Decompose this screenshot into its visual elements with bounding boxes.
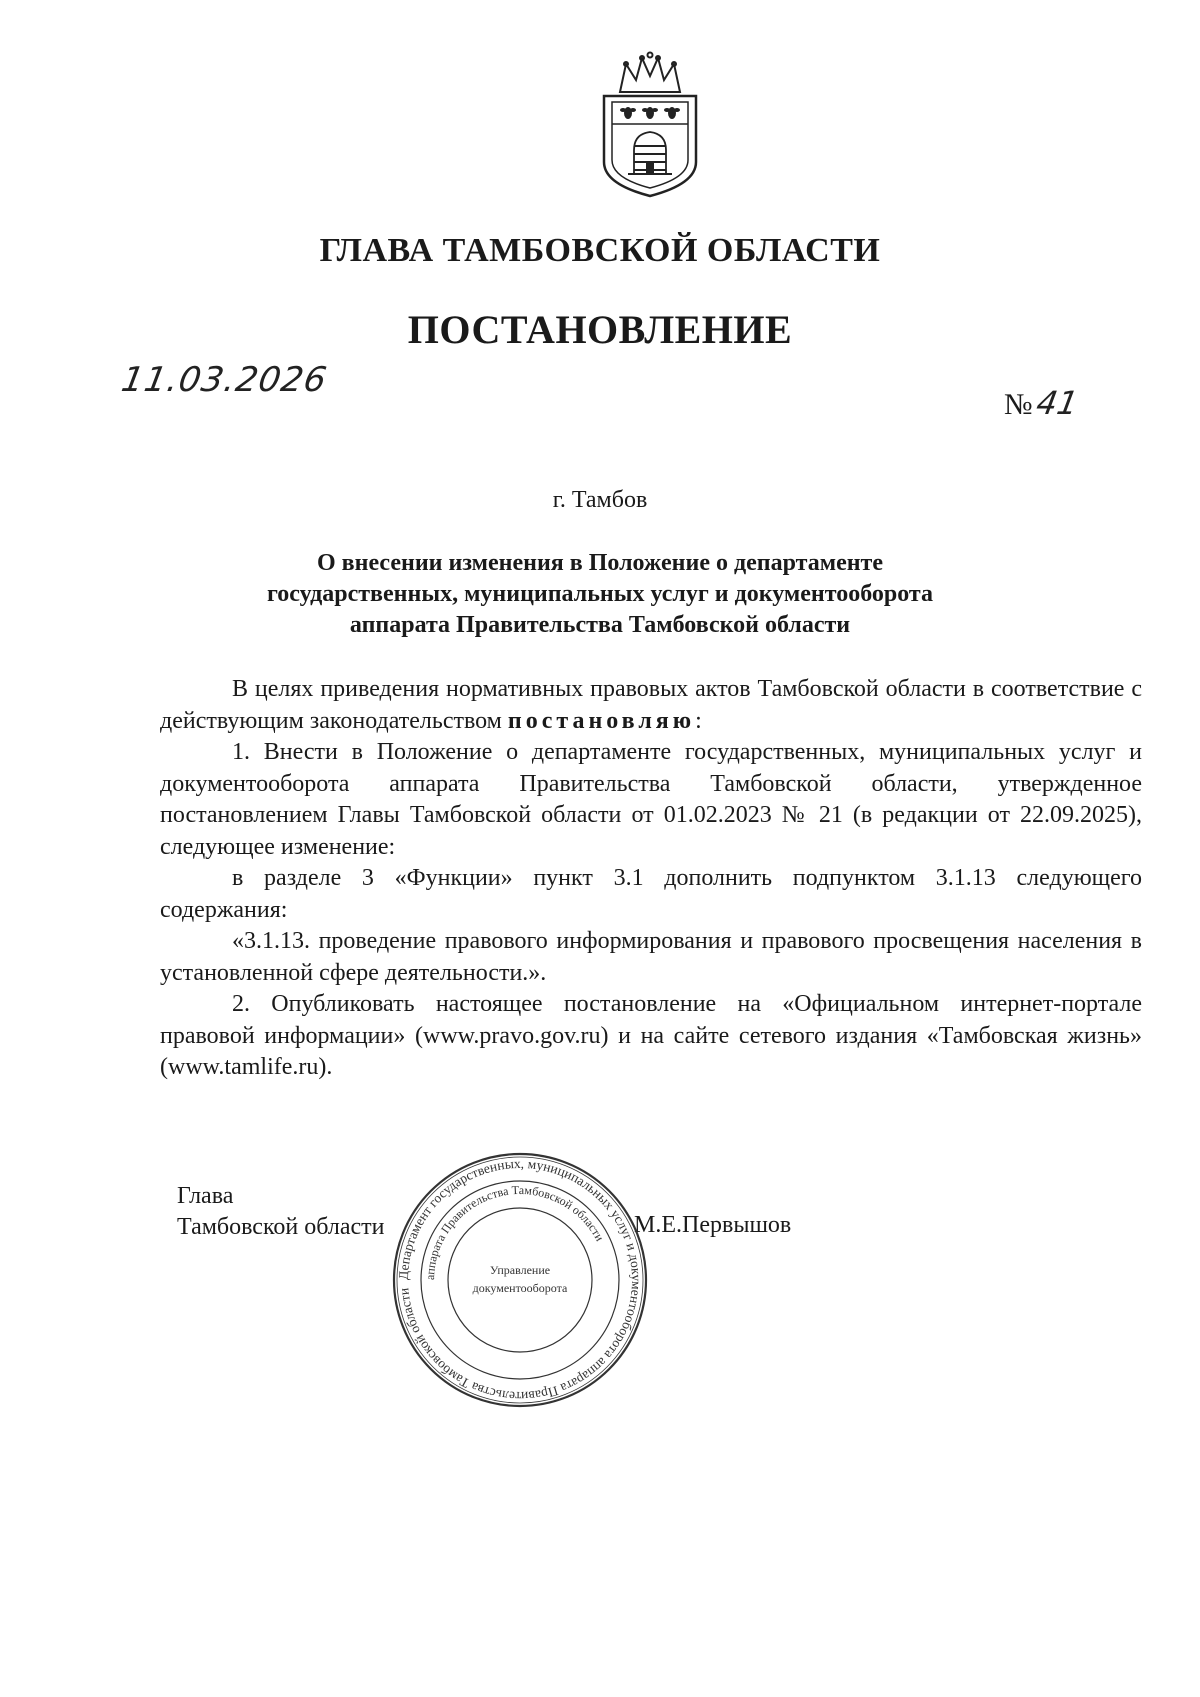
item-1-section: в разделе 3 «Функции» пункт 3.1 дополнить подпунктом 3.1.13 следующего содержания: [160, 865, 1142, 923]
official-stamp [390, 1150, 650, 1410]
stamp-outer-ring: Департамент государственных, муниципальных услуг и документооборота аппарата Правительства Тамбовской области [395, 1155, 645, 1405]
tambov-coat-of-arms-icon [590, 50, 710, 200]
document-subject [200, 548, 1000, 641]
handwritten-number: 41 [1033, 384, 1081, 422]
intro-paragraph [160, 674, 1142, 737]
city: г. Тамбов [552, 487, 648, 513]
role-line: Глава [177, 1183, 234, 1209]
item-1: 1. Внести в Положение о департаменте государственных, муниципальных услуг и документооборота аппарата Правительства Тамбовской области, утвержденное постановлением Главы Тамбовской области от 01.02.2023 № 21 (в редакции от 22.09.2025), следующее изменение: [160, 739, 1142, 860]
document-body [160, 674, 1142, 1084]
handwritten-date: 11.03.2026 [118, 360, 331, 400]
intro-end: : [695, 707, 702, 734]
subject-line: аппарата Правительства Тамбовской области [349, 612, 851, 638]
stamp-center-line: документооборота [472, 1281, 568, 1295]
subject-line: О внесении изменения в Положение о департаменте [317, 550, 883, 576]
signatory-role [177, 1181, 384, 1243]
role-line: Тамбовской области [177, 1214, 385, 1240]
item-2: 2. Опубликовать настоящее постановление на «Официальном интернет-портале правовой информации» (www.pravo.gov.ru) и на сайте сетевого издания «Тамбовская жизнь» (www.tamlife.ru). [160, 991, 1142, 1080]
subject-line: государственных, муниципальных услуг и документооборота [267, 581, 933, 607]
document-number [1004, 384, 1081, 422]
resolve-keyword: постановляю [507, 707, 696, 734]
intro-text: В целях приведения нормативных правовых актов Тамбовской области в соответствие с действующим законодательством [160, 676, 1142, 734]
stamp-center-line: Управление [489, 1263, 551, 1277]
item-1-quote: «3.1.13. проведение правового информирования и правового просвещения населения в установленной сфере деятельности.». [160, 928, 1142, 986]
signatory-name: М.Е.Первышов [634, 1212, 792, 1238]
document-type: ПОСТАНОВЛЕНИЕ [407, 307, 793, 352]
issuer-title: ГЛАВА ТАМБОВСКОЙ ОБЛАСТИ [319, 232, 881, 269]
stamp-inner-ring: аппарата Правительства Тамбовской области [422, 1182, 607, 1281]
number-label: № [1004, 388, 1033, 421]
